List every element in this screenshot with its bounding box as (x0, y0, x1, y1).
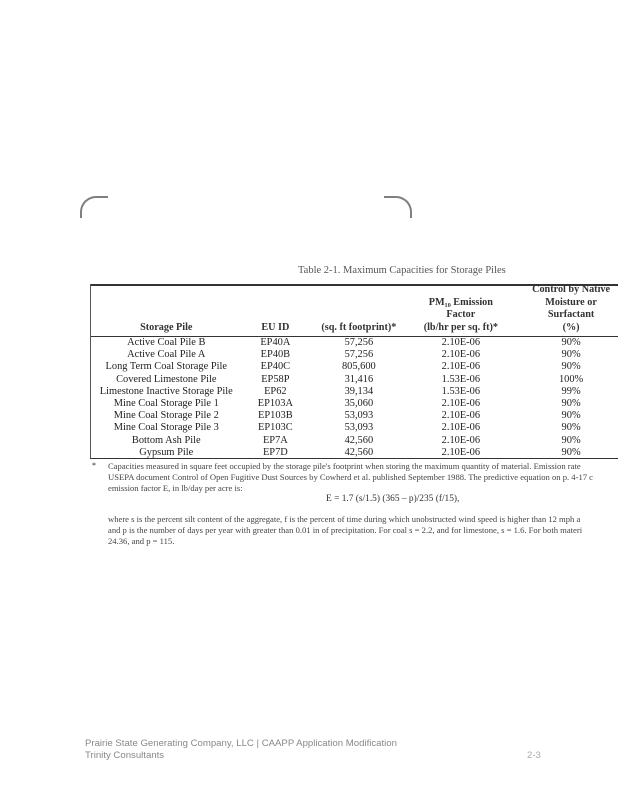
cell-area: 57,256 (344, 349, 374, 361)
cell-factor: 2.10E-06 (441, 361, 481, 373)
header-control-line2: Moisture or (545, 296, 597, 308)
cell-control: 90% (561, 446, 581, 458)
cell-eu: EP103C (258, 422, 293, 434)
storage-pile-table (90, 284, 618, 459)
cell-eu: EP40C (260, 361, 291, 373)
cell-control: 90% (561, 349, 581, 361)
header-control-line1: Control by Native (532, 284, 611, 295)
cell-control: 90% (561, 398, 581, 410)
cell-pile: Long Term Coal Storage Pile (105, 361, 227, 373)
table-caption: Table 2-1. Maximum Capacities for Storage Piles (298, 265, 506, 276)
cell-control: 100% (558, 373, 584, 385)
cell-factor: 2.10E-06 (441, 422, 481, 434)
table-row (90, 447, 618, 459)
footnote-mark: * (92, 461, 96, 470)
cell-factor: 2.10E-06 (441, 410, 481, 422)
cell-pile: Mine Coal Storage Pile 1 (113, 398, 219, 410)
cell-eu: EP40A (260, 337, 291, 348)
footnote-line: USEPA document Control of Open Fugitive Dust Sources by Cowherd et al. published September 1988. The predictive equation on p. 4-17 c (108, 472, 594, 482)
cell-factor: 2.10E-06 (441, 349, 481, 361)
table-row (90, 422, 618, 434)
cell-eu: EP62 (264, 385, 287, 397)
cell-eu: EP7A (262, 434, 288, 446)
emission-equation: E = 1.7 (s/1.5) (365 – p)/235 (f/15), (326, 494, 460, 504)
cell-area: 42,560 (344, 446, 374, 458)
cell-eu: EP103B (258, 410, 293, 422)
cell-area: 35,060 (344, 398, 374, 410)
cell-factor: 2.10E-06 (441, 446, 481, 458)
cell-pile: Covered Limestone Pile (116, 373, 217, 385)
header-control-line3: Surfactant (547, 309, 595, 320)
cell-area: 39,134 (344, 385, 374, 397)
table-row (90, 386, 618, 398)
cell-pile: Active Coal Pile A (127, 349, 206, 361)
header-control (512, 284, 618, 337)
header-pm-factor-line1: PM₁₀ Emission (428, 296, 493, 308)
header-pm-factor-line3: (lb/hr per sq. ft)* (423, 321, 499, 333)
header-control-line4: (%) (562, 321, 580, 333)
table-row (90, 374, 618, 386)
cell-area: 42,560 (344, 434, 374, 446)
footer-consultant: Trinity Consultants (85, 750, 165, 761)
page-number: 2-3 (527, 750, 541, 761)
table-header-row (90, 284, 618, 337)
cell-area: 57,256 (344, 337, 374, 348)
cell-area: 31,416 (344, 373, 374, 385)
cell-factor: 2.10E-06 (441, 398, 481, 410)
cell-eu: EP103A (257, 398, 293, 410)
cell-control: 90% (561, 337, 581, 348)
header-pm-factor (410, 284, 513, 337)
cell-control: 90% (561, 410, 581, 422)
explanation-line: where s is the percent silt content of the aggregate, f is the percent of time during which unobstructed wind speed is higher than 12 mph a (108, 514, 581, 524)
cell-control: 90% (561, 361, 581, 373)
cell-area: 53,093 (344, 410, 374, 422)
cell-area: 53,093 (344, 422, 374, 434)
header-footprint: (sq. ft footprint)* (321, 321, 397, 333)
punch-hole-mark (80, 196, 108, 218)
header-pm-factor-line2: Factor (446, 309, 476, 320)
cell-pile: Bottom Ash Pile (131, 434, 201, 446)
table-row (90, 361, 618, 373)
footer-company: Prairie State Generating Company, LLC | CAAPP Application Modification (85, 738, 397, 749)
cell-control: 90% (561, 422, 581, 434)
cell-factor: 2.10E-06 (441, 337, 481, 348)
cell-eu: EP7D (262, 446, 288, 458)
cell-area: 805,600 (341, 361, 376, 373)
cell-factor: 1.53E-06 (441, 385, 481, 397)
table-row (90, 398, 618, 410)
cell-eu: EP40B (260, 349, 291, 361)
cell-control: 99% (561, 385, 581, 397)
explanation-line: 24.36, and p = 115. (108, 536, 175, 546)
cell-factor: 1.53E-06 (441, 373, 481, 385)
equation-explanation (108, 514, 582, 547)
footnote-line: emission factor E, in lb/day per acre is: (108, 483, 243, 493)
cell-control: 90% (561, 434, 581, 446)
header-storage-pile: Storage Pile (140, 321, 193, 333)
footnote-text (108, 461, 618, 494)
footnote-line: Capacities measured in square feet occupied by the storage pile's footprint when storing the maximum quantity of material. Emission rate (108, 461, 581, 471)
cell-factor: 2.10E-06 (441, 434, 481, 446)
cell-eu: EP58P (261, 373, 290, 385)
table-row (90, 435, 618, 447)
punch-hole-mark (384, 196, 412, 218)
cell-pile: Gypsum Pile (139, 446, 194, 458)
header-eu-id: EU ID (261, 321, 290, 333)
table-row (90, 349, 618, 361)
table-row (90, 410, 618, 422)
cell-pile: Mine Coal Storage Pile 3 (113, 422, 219, 434)
explanation-line: and p is the number of days per year with greater than 0.01 in of precipitation. For coal s = 2.2, and for limestone, s = 1.6. For both materi (108, 525, 583, 535)
cell-pile: Active Coal Pile B (127, 337, 206, 348)
cell-pile: Limestone Inactive Storage Pile (99, 385, 233, 397)
table-row (90, 337, 618, 349)
cell-pile: Mine Coal Storage Pile 2 (113, 410, 219, 422)
